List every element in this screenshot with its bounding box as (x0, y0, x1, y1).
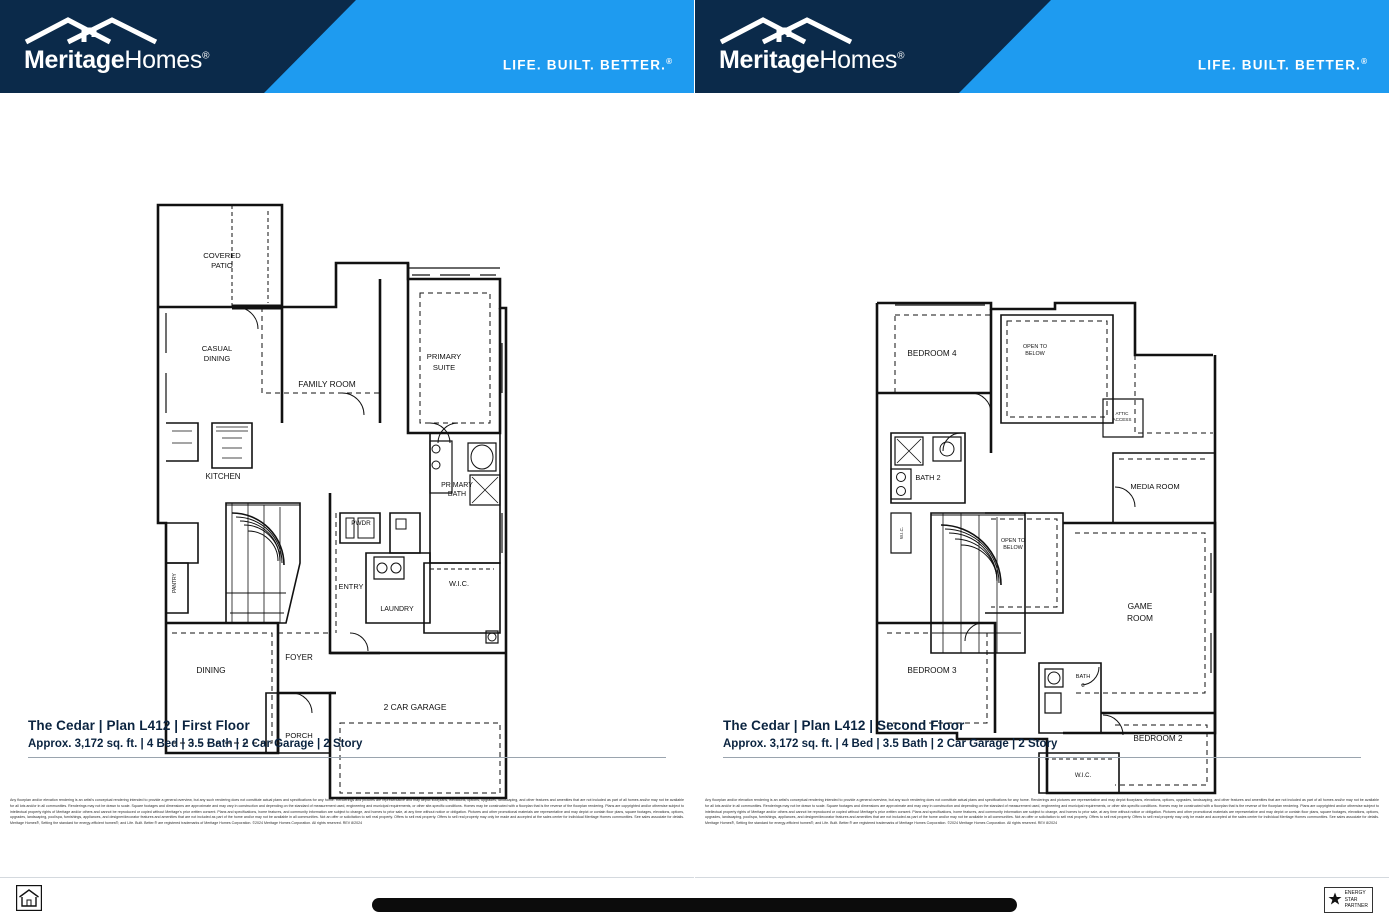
header-blue-wedge (959, 0, 1389, 93)
brand-tagline-text: LIFE. BUILT. BETTER. (502, 57, 667, 73)
svg-text:CASUAL: CASUAL (201, 344, 233, 353)
brand-wordmark (719, 46, 931, 75)
brand-trademark: ® (897, 50, 905, 62)
svg-text:W.I.C.: W.I.C. (1074, 773, 1092, 779)
brand-trademark: ® (202, 50, 210, 62)
svg-text:BEDROOM 2: BEDROOM 2 (1133, 734, 1183, 743)
meritage-logo (719, 18, 931, 75)
brand-tagline-text: LIFE. BUILT. BETTER. (1197, 57, 1362, 73)
title-divider (723, 757, 1361, 758)
header-blue-wedge (264, 0, 694, 93)
svg-text:DINING: DINING (203, 354, 231, 363)
plan-subtitle: Approx. 3,172 sq. ft. | 4 Bed | 3.5 Bath | 2 Car Garage | 2 Story (28, 738, 363, 750)
brand-header-right (695, 0, 1389, 93)
legal-disclaimer: Any floorplan and/or elevation rendering is an artist's conceptual rendering intended to provide a general overview, but any such rendering does not constitute actual plans and specifications for any home. Renderings and pictures are representative and may depict floorplans, elevations, options, upgrades, landscaping, and other features and amenities that are not included as part of all homes and/or may not be available for all lots and/or in all communities. Renderings may not be drawn to scale. Square footages and dimensions are approximate and may vary in construction and depending on the standard of measurement used, engineering and municipal requirements, or other site-specific conditions. Homes may be constructed with a floorplan that is the reverse of the floorplan rendering. Plans are copyrighted and/or otherwise subject to intellectual property rights of Meritage and/or others and cannot be reproduced or copied without Meritage's prior written consent. Plans and specifications, home features, and community information are subject to change, and homes to prior sale, at any time without notice or obligation. Pictures and other promotional materials are representative and may depict or contain floor plans, square footages, elevations, options, upgrades, landscaping, pool/spa, furnishings, appliances, and designer/decorator features and amenities that are not included as part of the home and/or may not be available in all communities. Not an offer or solicitation to sell real property. Offers to sell real property. Offers to sell real property may only be made and accepted at the sales center for individual Meritage Homes communities. See sales associate for details. Meritage Homes®, Setting the standard for energy-efficient homes®, and Life. Built. Better.® are registered trademarks of Meritage Homes Corporation. ©2024 Meritage Homes Corporation. All rights reserved. REV 8/2024 (10, 798, 684, 826)
svg-text:ACCESS: ACCESS (1112, 417, 1132, 422)
svg-text:FAMILY ROOM: FAMILY ROOM (298, 379, 356, 389)
svg-text:OPEN TO: OPEN TO (1000, 538, 1026, 544)
svg-text:BATH 2: BATH 2 (915, 473, 941, 482)
meritage-logo (24, 18, 236, 75)
svg-text:W.I.C.: W.I.C. (899, 527, 904, 539)
brand-name-light: Homes (124, 46, 203, 74)
svg-text:LAUNDRY: LAUNDRY (380, 606, 414, 613)
svg-text:BELOW: BELOW (1003, 545, 1023, 551)
svg-text:BATH: BATH (1075, 674, 1091, 680)
svg-text:2 CAR GARAGE: 2 CAR GARAGE (383, 702, 447, 712)
energy-star-line1: ENERGY (1344, 889, 1366, 896)
brand-tagline (1198, 57, 1367, 73)
svg-text:FOYER: FOYER (285, 653, 313, 662)
legal-disclaimer: Any floorplan and/or elevation rendering is an artist's conceptual rendering intended to provide a general overview, but any such rendering does not constitute actual plans and specifications for any home. Renderings and pictures are representative and may depict floorplans, elevations, options, upgrades, landscaping, and other features and amenities that are not included as part of all homes and/or may not be available for all lots and/or in all communities. Renderings may not be drawn to scale. Square footages and dimensions are approximate and may vary in construction and depending on the standard of measurement used, engineering and municipal requirements, or other site-specific conditions. Homes may be constructed with a floorplan that is the reverse of the floorplan rendering. Plans are copyrighted and/or otherwise subject to intellectual property rights of Meritage and/or others and cannot be reproduced or copied without Meritage's prior written consent. Plans and specifications, home features, and community information are subject to change, and homes to prior sale, at any time without notice or obligation. Pictures and other promotional materials are representative and may depict or contain floor plans, square footages, elevations, options, upgrades, landscaping, pool/spa, furnishings, appliances, and designer/decorator features and amenities that are not included as part of the home and/or may not be available in all communities. Not an offer or solicitation to sell real property. Offers to sell real property. Offers to sell real property may only be made and accepted at the sales center for individual Meritage Homes communities. See sales associate for details. Meritage Homes®, Setting the standard for energy-efficient homes®, and Life. Built. Better.® are registered trademarks of Meritage Homes Corporation. ©2024 Meritage Homes Corporation. All rights reserved. REV 8/2024 (705, 798, 1379, 826)
brand-name-bold: Meritage (24, 46, 125, 74)
house-roof-logo-icon (24, 18, 236, 44)
brand-tagline-trademark: ® (1361, 57, 1367, 66)
brand-header-left (0, 0, 694, 93)
svg-text:BEDROOM 4: BEDROOM 4 (907, 349, 957, 358)
svg-text:PWDR: PWDR (351, 520, 371, 527)
panel-second-floor (695, 0, 1389, 919)
house-roof-logo-icon (719, 18, 931, 44)
energy-star-icon (1328, 892, 1342, 906)
svg-text:PRIMARY: PRIMARY (441, 482, 473, 489)
svg-text:OPEN TO: OPEN TO (1022, 344, 1048, 350)
svg-text:MEDIA ROOM: MEDIA ROOM (1130, 482, 1180, 491)
plan-title: The Cedar | Plan L412 | Second Floor (723, 718, 965, 733)
svg-text:BEDROOM 3: BEDROOM 3 (907, 666, 957, 675)
plan-title: The Cedar | Plan L412 | First Floor (28, 718, 250, 733)
svg-text:COVERED: COVERED (203, 251, 241, 260)
svg-text:ROOM: ROOM (1126, 613, 1154, 623)
svg-text:ATTIC: ATTIC (1115, 411, 1129, 416)
energy-star-line2: STAR (1344, 896, 1358, 903)
svg-text:ENTRY: ENTRY (338, 582, 364, 591)
panel-first-floor (0, 0, 694, 919)
energy-star-badge (1324, 887, 1373, 913)
svg-text:DINING: DINING (196, 665, 226, 675)
svg-text:PATIO: PATIO (211, 261, 233, 270)
horizontal-scrollbar[interactable] (372, 898, 1017, 912)
svg-text:BELOW: BELOW (1025, 351, 1045, 357)
svg-text:PRIMARY: PRIMARY (426, 352, 462, 361)
brand-tagline (503, 57, 672, 73)
panel-divider (694, 0, 695, 919)
svg-text:BATH: BATH (447, 491, 467, 498)
equal-housing-opportunity-icon (16, 885, 42, 911)
plan-subtitle: Approx. 3,172 sq. ft. | 4 Bed | 3.5 Bath | 2 Car Garage | 2 Story (723, 738, 1058, 750)
brand-wordmark (24, 46, 236, 75)
svg-text:PANTRY: PANTRY (172, 573, 178, 593)
brand-name-bold: Meritage (719, 46, 820, 74)
plan-titles-first-floor (28, 718, 666, 758)
brand-name-light: Homes (819, 46, 898, 74)
title-divider (28, 757, 666, 758)
energy-star-line3: PARTNER (1344, 903, 1368, 910)
svg-text:SUITE: SUITE (432, 363, 456, 372)
svg-text:KITCHEN: KITCHEN (205, 472, 241, 481)
svg-text:GAME: GAME (1127, 601, 1153, 611)
plan-titles-second-floor (723, 718, 1361, 758)
svg-text:PORCH: PORCH (285, 731, 313, 740)
svg-text:W.I.C.: W.I.C. (448, 579, 470, 588)
brand-tagline-trademark: ® (666, 57, 672, 66)
svg-text:3: 3 (1081, 683, 1085, 689)
